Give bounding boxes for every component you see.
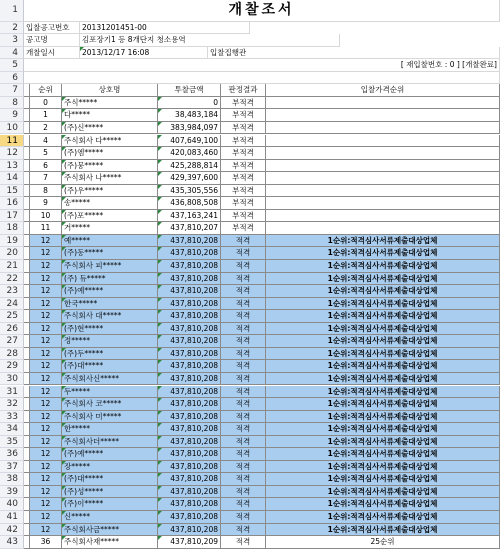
row-header[interactable]: 16 xyxy=(0,197,24,210)
amount-cell[interactable]: 437,810,208 xyxy=(158,386,221,399)
row-header[interactable]: 20 xyxy=(0,247,24,260)
amount-cell[interactable]: 437,810,208 xyxy=(158,448,221,461)
company-cell[interactable]: 주식회사재***** xyxy=(62,536,158,549)
result-cell[interactable]: 부적격 xyxy=(221,222,266,235)
notice-no-value[interactable]: 20131201451-00 xyxy=(80,22,250,35)
sheet-row xyxy=(0,160,500,173)
sheet-row xyxy=(0,411,500,424)
amount-cell[interactable]: 429,397,600 xyxy=(158,172,221,185)
row-header[interactable]: 36 xyxy=(0,448,24,461)
result-cell[interactable]: 적격 xyxy=(221,498,266,511)
price-rank-cell[interactable] xyxy=(266,210,500,223)
amount-cell[interactable]: 425,288,814 xyxy=(158,160,221,173)
rank-cell[interactable]: 12 xyxy=(30,247,62,260)
row-header[interactable]: 30 xyxy=(0,373,24,386)
row-header[interactable]: 4 xyxy=(0,47,24,60)
company-cell[interactable]: 장***** xyxy=(62,461,158,474)
sheet-row xyxy=(0,323,500,336)
sheet-row xyxy=(0,335,500,348)
rank-cell[interactable]: 12 xyxy=(30,335,62,348)
result-cell[interactable]: 적격 xyxy=(221,473,266,486)
header-amount[interactable]: 투찰금액 xyxy=(158,84,221,97)
rank-cell[interactable]: 12 xyxy=(30,273,62,286)
price-rank-cell[interactable]: 1순위:적격심사서류제출대상업체 xyxy=(266,511,500,524)
price-rank-cell[interactable]: 1순위:적격심사서류제출대상업체 xyxy=(266,448,500,461)
result-cell[interactable]: 적격 xyxy=(221,373,266,386)
company-cell[interactable]: 주식회사더***** xyxy=(62,436,158,449)
price-rank-cell[interactable]: 1순위:적격심사서류제출대상업체 xyxy=(266,373,500,386)
sheet-row xyxy=(0,59,500,72)
header-company[interactable]: 상호명 xyxy=(62,84,158,97)
sheet-row xyxy=(0,298,500,311)
rank-cell[interactable]: 7 xyxy=(30,172,62,185)
company-cell[interactable]: 거***** xyxy=(62,222,158,235)
amount-cell[interactable]: 38,483,184 xyxy=(158,109,221,122)
notice-name-value[interactable]: 김포장기1 등 8개단지 청소용역 xyxy=(80,34,340,47)
rank-cell[interactable]: 12 xyxy=(30,323,62,336)
rank-cell[interactable]: 12 xyxy=(30,235,62,248)
header-rank[interactable]: 순위 xyxy=(30,84,62,97)
price-rank-cell[interactable] xyxy=(266,97,500,110)
sheet-row xyxy=(0,436,500,449)
result-cell[interactable]: 적격 xyxy=(221,348,266,361)
row-header[interactable]: 43 xyxy=(0,536,24,549)
price-rank-cell[interactable]: 1순위:적격심사서류제출대상업체 xyxy=(266,235,500,248)
result-cell[interactable]: 적격 xyxy=(221,273,266,286)
sheet-row xyxy=(0,423,500,436)
amount-cell[interactable]: 437,810,208 xyxy=(158,360,221,373)
result-cell[interactable]: 적격 xyxy=(221,411,266,424)
rank-cell[interactable]: 36 xyxy=(30,536,62,549)
amount-cell[interactable]: 437,810,208 xyxy=(158,285,221,298)
sheet-row xyxy=(0,109,500,122)
amount-cell[interactable]: 435,305,556 xyxy=(158,185,221,198)
company-cell[interactable]: 신***** xyxy=(62,511,158,524)
company-cell[interactable]: 주식회사 대***** xyxy=(62,310,158,323)
row-header[interactable]: 29 xyxy=(0,360,24,373)
notice-name-label[interactable]: 공고명 xyxy=(24,34,80,47)
sheet-row xyxy=(0,22,500,35)
rank-cell[interactable]: 12 xyxy=(30,511,62,524)
company-cell[interactable]: (주)우***** xyxy=(62,185,158,198)
sheet-row xyxy=(0,34,500,47)
result-cell[interactable]: 적격 xyxy=(221,524,266,537)
result-cell[interactable]: 적격 xyxy=(221,260,266,273)
spacer-cell[interactable] xyxy=(24,72,500,85)
sheet-row xyxy=(0,373,500,386)
amount-cell[interactable]: 437,810,208 xyxy=(158,473,221,486)
amount-cell[interactable]: 437,810,208 xyxy=(158,486,221,499)
result-cell[interactable]: 적격 xyxy=(221,310,266,323)
sheet-row xyxy=(0,398,500,411)
result-cell[interactable]: 부적격 xyxy=(221,109,266,122)
price-rank-cell[interactable]: 1순위:적격심사서류제출대상업체 xyxy=(266,335,500,348)
company-cell[interactable]: 예***** xyxy=(62,235,158,248)
amount-cell[interactable]: 437,810,208 xyxy=(158,423,221,436)
price-rank-cell[interactable]: 1순위:적격심사서류제출대상업체 xyxy=(266,348,500,361)
company-cell[interactable]: (주)뭉***** xyxy=(62,160,158,173)
result-cell[interactable]: 적격 xyxy=(221,486,266,499)
result-cell[interactable]: 적격 xyxy=(221,298,266,311)
amount-cell[interactable]: 437,810,208 xyxy=(158,323,221,336)
result-cell[interactable]: 부적격 xyxy=(221,135,266,148)
result-cell[interactable]: 적격 xyxy=(221,436,266,449)
sheet-row xyxy=(0,498,500,511)
result-cell[interactable]: 부적격 xyxy=(221,210,266,223)
price-rank-cell[interactable] xyxy=(266,197,500,210)
row-header[interactable]: 18 xyxy=(0,222,24,235)
price-rank-cell[interactable]: 1순위:적격심사서류제출대상업체 xyxy=(266,386,500,399)
row-header[interactable]: 14 xyxy=(0,172,24,185)
rank-cell[interactable]: 11 xyxy=(30,222,62,235)
sheet-row xyxy=(0,511,500,524)
rank-cell[interactable]: 12 xyxy=(30,386,62,399)
row-header[interactable]: 31 xyxy=(0,386,24,399)
price-rank-cell[interactable]: 1순위:적격심사서류제출대상업체 xyxy=(266,423,500,436)
sheet-row xyxy=(0,247,500,260)
row-header[interactable]: 2 xyxy=(0,22,24,35)
price-rank-cell[interactable]: 1순위:적격심사서류제출대상업체 xyxy=(266,310,500,323)
row-header[interactable]: 21 xyxy=(0,260,24,273)
rank-cell[interactable]: 12 xyxy=(30,348,62,361)
open-date-label[interactable]: 개찰일시 xyxy=(24,47,80,60)
amount-cell[interactable]: 437,810,208 xyxy=(158,235,221,248)
row-header[interactable]: 5 xyxy=(0,59,24,72)
executor-label[interactable]: 입찰집행관 xyxy=(208,47,500,60)
price-rank-cell[interactable]: 1순위:적격심사서류제출대상업체 xyxy=(266,461,500,474)
amount-cell[interactable]: 437,810,208 xyxy=(158,247,221,260)
price-rank-cell[interactable] xyxy=(266,160,500,173)
row-header[interactable]: 3 xyxy=(0,34,24,47)
company-cell[interactable]: 주식회사신***** xyxy=(62,373,158,386)
price-rank-cell[interactable]: 1순위:적격심사서류제출대상업체 xyxy=(266,398,500,411)
row-header[interactable]: 17 xyxy=(0,210,24,223)
amount-cell[interactable]: 437,163,241 xyxy=(158,210,221,223)
sheet-row xyxy=(0,473,500,486)
result-cell[interactable]: 부적격 xyxy=(221,97,266,110)
row-header[interactable]: 39 xyxy=(0,486,24,499)
amount-cell[interactable]: 437,810,208 xyxy=(158,310,221,323)
price-rank-cell[interactable]: 1순위:적격심사서류제출대상업체 xyxy=(266,273,500,286)
sheet-row xyxy=(0,72,500,85)
amount-cell[interactable]: 437,810,209 xyxy=(158,536,221,549)
rank-cell[interactable]: 6 xyxy=(30,160,62,173)
price-rank-cell[interactable] xyxy=(266,147,500,160)
price-rank-cell[interactable]: 1순위:적격심사서류제출대상업체 xyxy=(266,260,500,273)
amount-cell[interactable]: 437,810,208 xyxy=(158,436,221,449)
company-cell[interactable]: 주식회사 다***** xyxy=(62,135,158,148)
amount-cell[interactable]: 437,810,208 xyxy=(158,398,221,411)
sheet-row xyxy=(0,486,500,499)
result-cell[interactable]: 적격 xyxy=(221,398,266,411)
result-cell[interactable]: 부적격 xyxy=(221,160,266,173)
sheet-row xyxy=(0,172,500,185)
row-header[interactable]: 23 xyxy=(0,285,24,298)
price-rank-cell[interactable]: 25순위 xyxy=(266,536,500,549)
sheet-row xyxy=(0,47,500,60)
amount-cell[interactable]: 437,810,207 xyxy=(158,222,221,235)
sheet-row xyxy=(0,386,500,399)
company-cell[interactable]: (주)동***** xyxy=(62,247,158,260)
company-cell[interactable]: 한***** xyxy=(62,423,158,436)
sheet-row xyxy=(0,84,500,97)
row-header[interactable]: 15 xyxy=(0,185,24,198)
header-price-rank[interactable]: 입찰가격순위 xyxy=(266,84,500,97)
amount-cell[interactable]: 383,984,097 xyxy=(158,122,221,135)
amount-cell[interactable]: 437,810,208 xyxy=(158,524,221,537)
rank-cell[interactable]: 12 xyxy=(30,260,62,273)
company-cell[interactable]: (주)대***** xyxy=(62,360,158,373)
row-header[interactable]: 33 xyxy=(0,411,24,424)
company-cell[interactable]: 두***** xyxy=(62,386,158,399)
row-header[interactable]: 41 xyxy=(0,511,24,524)
price-rank-cell[interactable] xyxy=(266,109,500,122)
price-rank-cell[interactable]: 1순위:적격심사서류제출대상업체 xyxy=(266,498,500,511)
amount-cell[interactable]: 437,810,208 xyxy=(158,373,221,386)
company-cell[interactable]: (주)예***** xyxy=(62,448,158,461)
header-result[interactable]: 판정결과 xyxy=(221,84,266,97)
company-cell[interactable]: 주식회사금***** xyxy=(62,524,158,537)
sheet-row xyxy=(0,97,500,110)
sheet-row xyxy=(0,185,500,198)
rank-cell[interactable]: 12 xyxy=(30,423,62,436)
company-cell[interactable]: (주) 듀***** xyxy=(62,273,158,286)
company-cell[interactable]: (주)대***** xyxy=(62,473,158,486)
amount-cell[interactable]: 420,083,460 xyxy=(158,147,221,160)
price-rank-cell[interactable]: 1순위:적격심사서류제출대상업체 xyxy=(266,285,500,298)
rank-cell[interactable]: 12 xyxy=(30,498,62,511)
row-header[interactable]: 12 xyxy=(0,147,24,160)
sheet-row xyxy=(0,122,500,135)
result-cell[interactable]: 부적격 xyxy=(221,197,266,210)
result-cell[interactable]: 부적격 xyxy=(221,147,266,160)
rank-cell[interactable]: 12 xyxy=(30,461,62,474)
company-cell[interactable]: (주)이***** xyxy=(62,498,158,511)
result-cell[interactable]: 부적격 xyxy=(221,172,266,185)
price-rank-cell[interactable]: 1순위:적격심사서류제출대상업체 xyxy=(266,486,500,499)
sheet-row xyxy=(0,360,500,373)
price-rank-cell[interactable] xyxy=(266,222,500,235)
row-header[interactable]: 35 xyxy=(0,436,24,449)
sheet-row xyxy=(0,461,500,474)
row-header[interactable]: 26 xyxy=(0,323,24,336)
rank-cell[interactable]: 0 xyxy=(30,97,62,110)
rank-cell[interactable]: 5 xyxy=(30,147,62,160)
row-header[interactable]: 34 xyxy=(0,423,24,436)
rank-cell[interactable]: 12 xyxy=(30,360,62,373)
row-header[interactable]: 28 xyxy=(0,348,24,361)
sheet-row xyxy=(0,310,500,323)
sheet-row xyxy=(0,285,500,298)
amount-cell[interactable]: 437,810,208 xyxy=(158,498,221,511)
company-cell[interactable]: 주식회사 코***** xyxy=(62,398,158,411)
rank-cell[interactable]: 12 xyxy=(30,411,62,424)
sheet-row xyxy=(0,536,500,549)
rank-cell[interactable]: 10 xyxy=(30,210,62,223)
result-cell[interactable]: 적격 xyxy=(221,285,266,298)
sheet-row xyxy=(0,210,500,223)
company-cell[interactable]: (주)성***** xyxy=(62,486,158,499)
sheet-row xyxy=(0,235,500,248)
company-cell[interactable]: (주)포***** xyxy=(62,210,158,223)
sheet-row xyxy=(0,273,500,286)
rank-cell[interactable]: 1 xyxy=(30,109,62,122)
row-header[interactable]: 37 xyxy=(0,461,24,474)
amount-cell[interactable]: 437,810,208 xyxy=(158,411,221,424)
company-cell[interactable]: 한국***** xyxy=(62,298,158,311)
row-header[interactable]: 7 xyxy=(0,84,24,97)
sheet-row xyxy=(0,147,500,160)
result-cell[interactable]: 적격 xyxy=(221,335,266,348)
notice-no-label[interactable]: 입찰공고번호 xyxy=(24,22,80,35)
result-cell[interactable]: 적격 xyxy=(221,423,266,436)
price-rank-cell[interactable]: 1순위:적격심사서류제출대상업체 xyxy=(266,298,500,311)
row-header[interactable]: 8 xyxy=(0,97,24,110)
sheet-row xyxy=(0,448,500,461)
amount-cell[interactable]: 437,810,208 xyxy=(158,273,221,286)
company-cell[interactable]: 주식회사 미***** xyxy=(62,411,158,424)
rank-cell[interactable]: 8 xyxy=(30,185,62,198)
rank-cell[interactable]: 12 xyxy=(30,298,62,311)
company-cell[interactable]: 주식회사 피***** xyxy=(62,260,158,273)
price-rank-cell[interactable] xyxy=(266,185,500,198)
bid-status[interactable]: [ 재입찰번호 : 0 ] [개찰완료] xyxy=(24,59,500,72)
result-cell[interactable]: 부적격 xyxy=(221,122,266,135)
result-cell[interactable]: 적격 xyxy=(221,386,266,399)
row-header[interactable]: 40 xyxy=(0,498,24,511)
amount-cell[interactable]: 407,649,100 xyxy=(158,135,221,148)
company-cell[interactable]: 송***** xyxy=(62,197,158,210)
result-cell[interactable]: 적격 xyxy=(221,360,266,373)
rank-cell[interactable]: 9 xyxy=(30,197,62,210)
company-cell[interactable]: (주)현***** xyxy=(62,323,158,336)
row-header[interactable]: 19 xyxy=(0,235,24,248)
company-cell[interactable]: (주)예***** xyxy=(62,285,158,298)
price-rank-cell[interactable]: 1순위:적격심사서류제출대상업체 xyxy=(266,323,500,336)
row-header[interactable]: 32 xyxy=(0,398,24,411)
row-header[interactable]: 38 xyxy=(0,473,24,486)
amount-cell[interactable]: 436,808,508 xyxy=(158,197,221,210)
sheet-row xyxy=(0,222,500,235)
row-header[interactable]: 25 xyxy=(0,310,24,323)
result-cell[interactable]: 적격 xyxy=(221,536,266,549)
rank-cell[interactable]: 12 xyxy=(30,285,62,298)
rank-cell[interactable]: 12 xyxy=(30,524,62,537)
row-header[interactable]: 9 xyxy=(0,109,24,122)
sheet-row xyxy=(0,524,500,537)
price-rank-cell[interactable] xyxy=(266,135,500,148)
sheet-row xyxy=(0,197,500,210)
rank-cell[interactable]: 12 xyxy=(30,373,62,386)
price-rank-cell[interactable]: 1순위:적격심사서류제출대상업체 xyxy=(266,411,500,424)
row-header[interactable]: 10 xyxy=(0,122,24,135)
row-header[interactable]: 13 xyxy=(0,160,24,173)
row-header[interactable]: 24 xyxy=(0,298,24,311)
row-header[interactable]: 42 xyxy=(0,524,24,537)
result-cell[interactable]: 적격 xyxy=(221,511,266,524)
amount-cell[interactable]: 437,810,208 xyxy=(158,298,221,311)
amount-cell[interactable]: 0 xyxy=(158,97,221,110)
company-cell[interactable]: (주)신***** xyxy=(62,122,158,135)
amount-cell[interactable]: 437,810,208 xyxy=(158,348,221,361)
company-cell[interactable]: 주식회사 나***** xyxy=(62,172,158,185)
sheet-row xyxy=(0,135,500,148)
rank-cell[interactable]: 12 xyxy=(30,448,62,461)
sheet-title[interactable]: 개찰조서 xyxy=(24,0,500,22)
amount-cell[interactable]: 437,810,208 xyxy=(158,335,221,348)
result-cell[interactable]: 적격 xyxy=(221,323,266,336)
sheet-row xyxy=(0,348,500,361)
rank-cell[interactable]: 12 xyxy=(30,436,62,449)
amount-cell[interactable]: 437,810,208 xyxy=(158,511,221,524)
company-cell[interactable]: 다***** xyxy=(62,109,158,122)
result-cell[interactable]: 적격 xyxy=(221,461,266,474)
price-rank-cell[interactable]: 1순위:적격심사서류제출대상업체 xyxy=(266,524,500,537)
row-header[interactable]: 6 xyxy=(0,72,24,85)
result-cell[interactable]: 적격 xyxy=(221,448,266,461)
open-date-value[interactable]: 2013/12/17 16:08 xyxy=(80,47,208,60)
rank-cell[interactable]: 4 xyxy=(30,135,62,148)
rank-cell[interactable]: 12 xyxy=(30,486,62,499)
rank-cell[interactable]: 2 xyxy=(30,122,62,135)
rank-cell[interactable]: 12 xyxy=(30,398,62,411)
rank-cell[interactable]: 12 xyxy=(30,310,62,323)
result-cell[interactable]: 적격 xyxy=(221,235,266,248)
price-rank-cell[interactable]: 1순위:적격심사서류제출대상업체 xyxy=(266,436,500,449)
result-cell[interactable]: 부적격 xyxy=(221,185,266,198)
row-header[interactable]: 27 xyxy=(0,335,24,348)
price-rank-cell[interactable]: 1순위:적격심사서류제출대상업체 xyxy=(266,360,500,373)
row-header[interactable]: 22 xyxy=(0,273,24,286)
price-rank-cell[interactable]: 1순위:적격심사서류제출대상업체 xyxy=(266,473,500,486)
sheet-row xyxy=(0,0,500,22)
amount-cell[interactable]: 437,810,208 xyxy=(158,461,221,474)
price-rank-cell[interactable] xyxy=(266,122,500,135)
amount-cell[interactable]: 437,810,208 xyxy=(158,260,221,273)
price-rank-cell[interactable]: 1순위:적격심사서류제출대상업체 xyxy=(266,247,500,260)
company-cell[interactable]: (주)엠***** xyxy=(62,147,158,160)
row-header[interactable]: 1 xyxy=(0,0,24,22)
company-cell[interactable]: (주)두***** xyxy=(62,348,158,361)
result-cell[interactable]: 적격 xyxy=(221,247,266,260)
row-header[interactable]: 11 xyxy=(0,135,24,148)
rank-cell[interactable]: 12 xyxy=(30,473,62,486)
company-cell[interactable]: 주식***** xyxy=(62,97,158,110)
company-cell[interactable]: 정***** xyxy=(62,335,158,348)
price-rank-cell[interactable] xyxy=(266,172,500,185)
sheet-row xyxy=(0,260,500,273)
